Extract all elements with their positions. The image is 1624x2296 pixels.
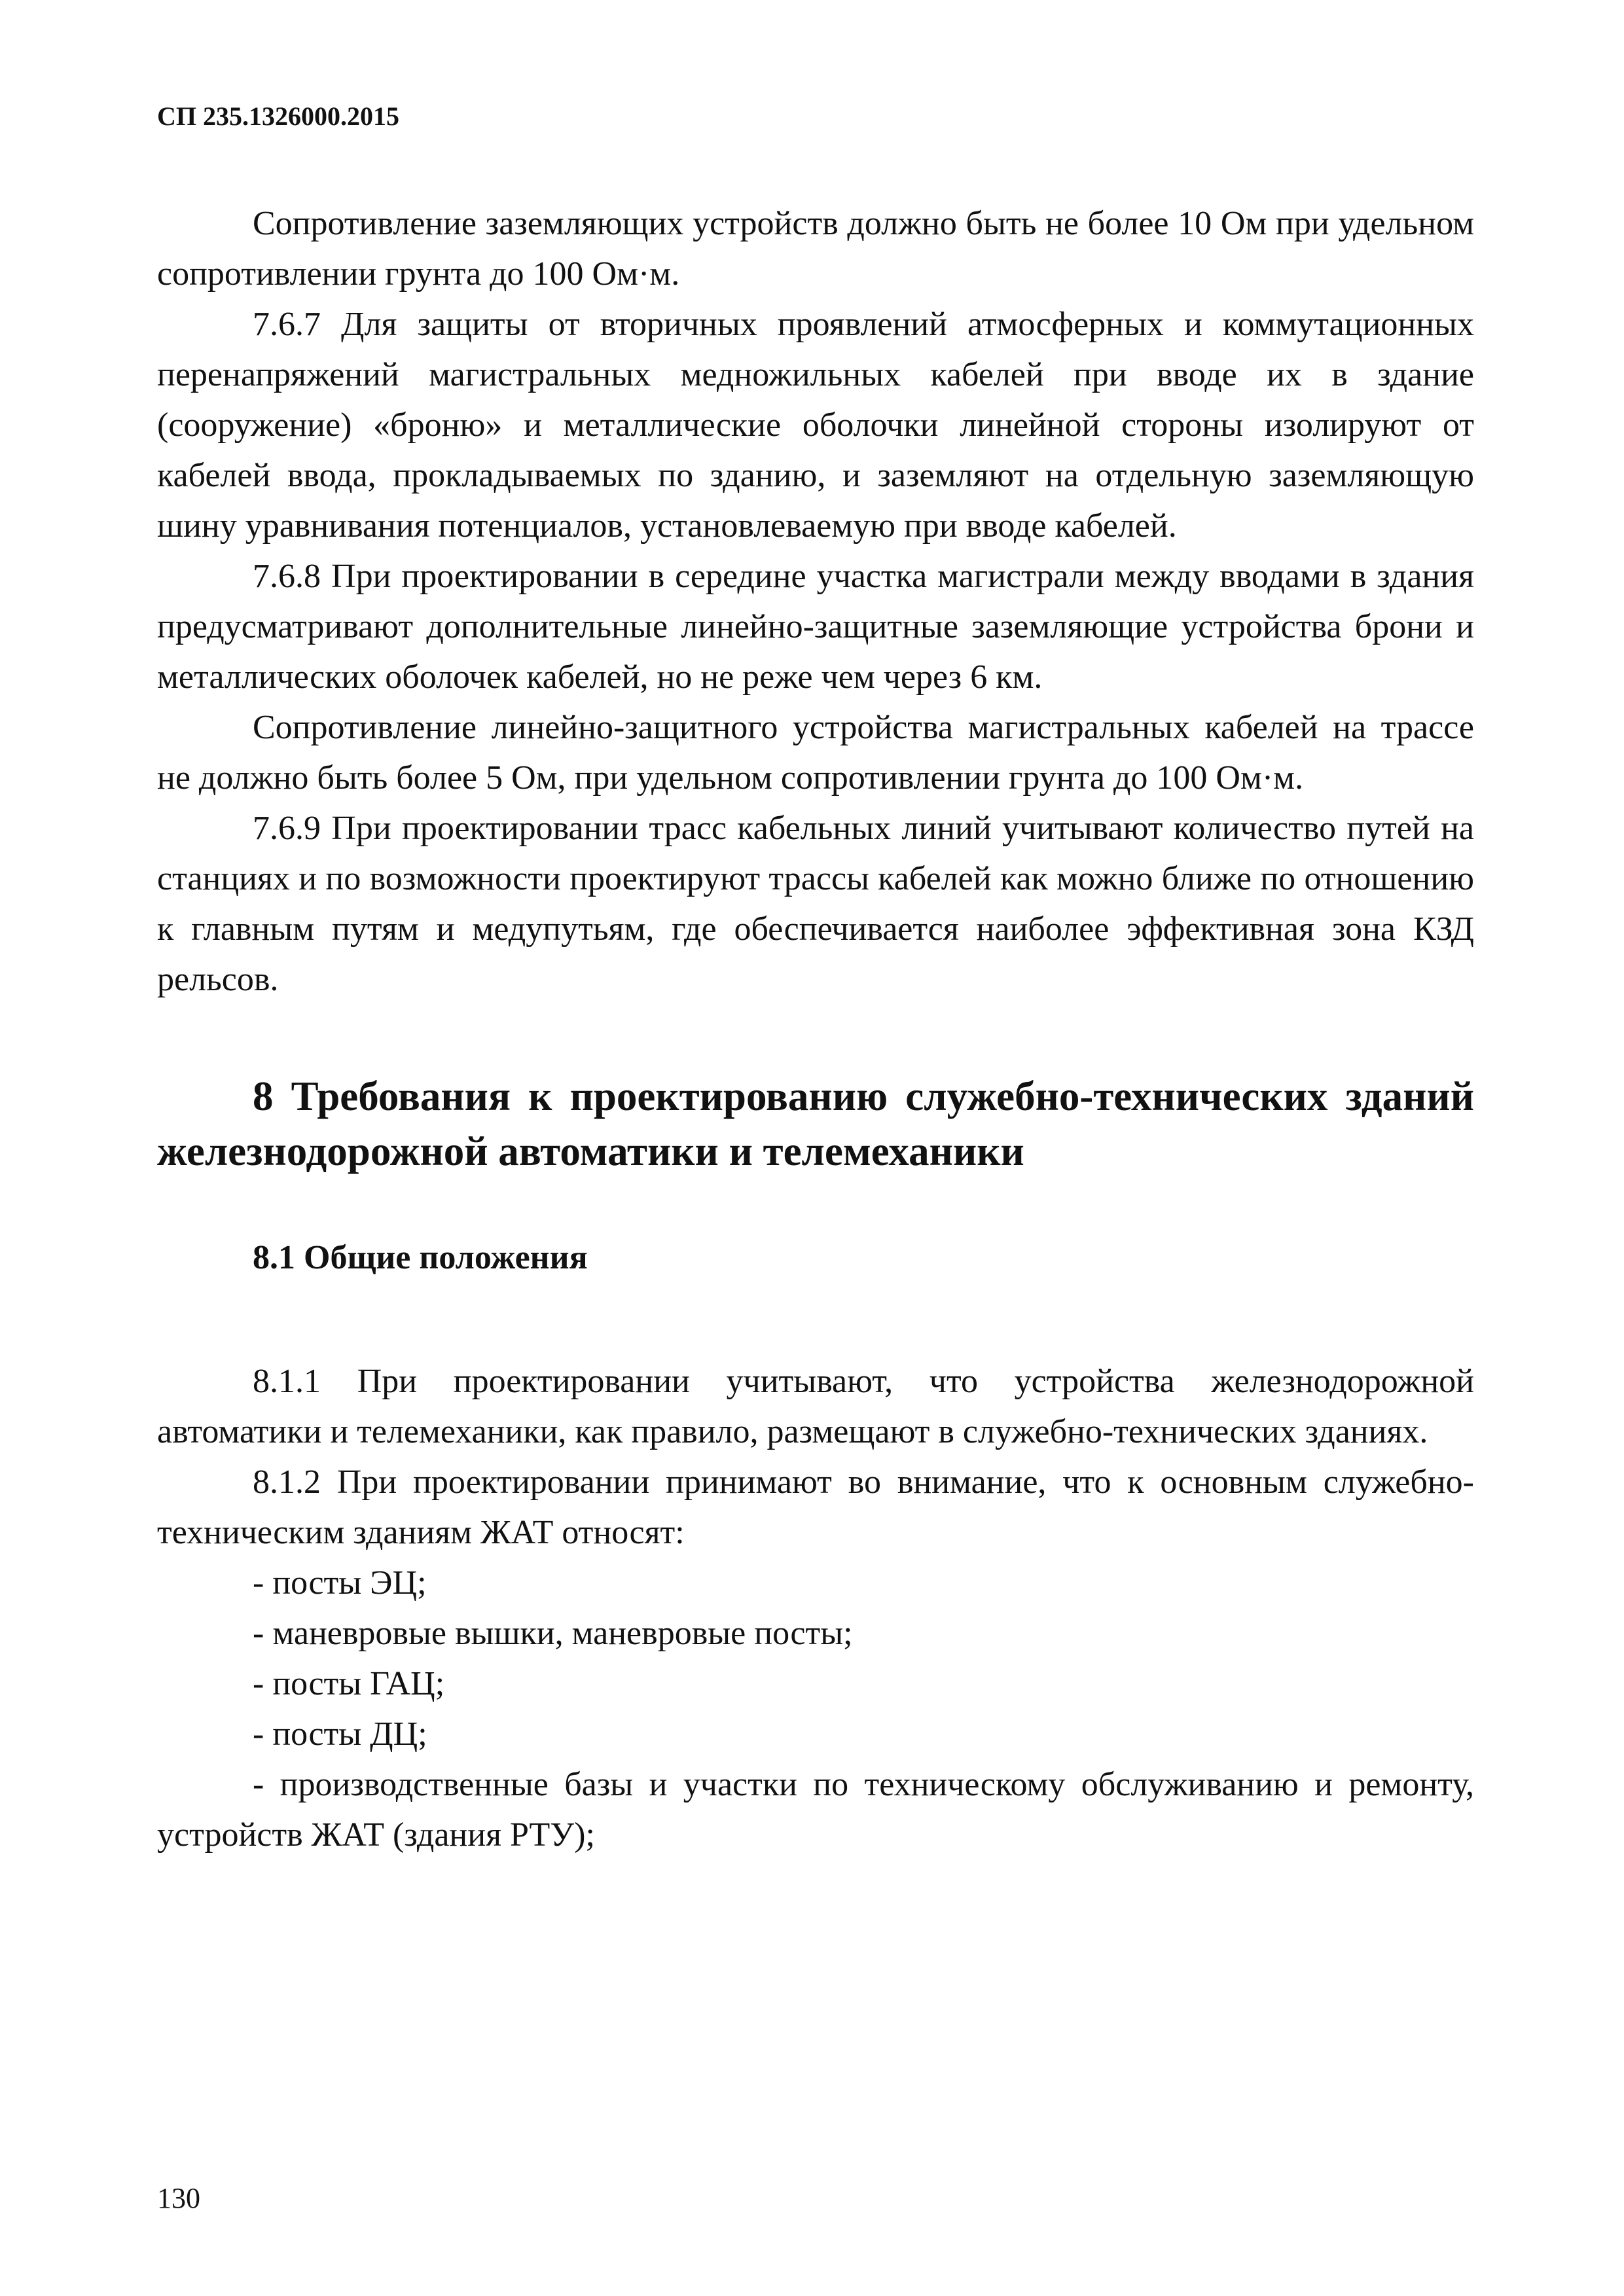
- paragraph-grounding-resistance: Сопротивление заземляющих устройств должно быть не более 10 Ом при удельном сопротивлении грунта до 100 Ом·м.: [157, 205, 1474, 293]
- paragraph-8-1-2: 8.1.2 При проектировании принимают во внимание, что к основным служебно-техническим зданиям ЖАТ относят:: [157, 1463, 1474, 1551]
- paragraph-line-protection-resistance: Сопротивление линейно-защитного устройства магистральных кабелей на трассе не должно быть более 5 Ом, при удельном сопротивлении грунта до 100 Ом·м.: [157, 709, 1474, 797]
- subsection-8-1-heading: 8.1 Общие положения: [253, 1239, 588, 1276]
- building-types-list: [157, 1558, 1474, 1860]
- section-8-heading: 8 Требования к проектированию служебно-технических зданий железнодорожной автоматики и телемеханики: [157, 1073, 1474, 1174]
- page-number: 130: [157, 2182, 200, 2214]
- paragraph-7-6-8: 7.6.8 При проектировании в середине участка магистрали между вводами в здания предусматривают дополнительные линейно-защитные заземляющие устройства брони и металлических оболочек кабелей, но не реже чем через 6 км.: [157, 558, 1474, 696]
- list-item: - посты ЭЦ;: [253, 1564, 427, 1602]
- paragraph-7-6-9: 7.6.9 При проектировании трасс кабельных линий учитывают количество путей на станциях и по возможности проектируют трассы кабелей как можно ближе по отношению к главным путям и медупутьям, где обеспечивается наиболее эффективная зона КЗД рельсов.: [157, 810, 1474, 998]
- paragraph-8-1-1: 8.1.1 При проектировании учитывают, что устройства железнодорожной автоматики и телемеханики, как правило, размещают в служебно-технических зданиях.: [157, 1363, 1474, 1450]
- list-item: - посты ГАЦ;: [253, 1665, 445, 1702]
- list-item: - маневровые вышки, маневровые посты;: [253, 1615, 853, 1652]
- list-item: - производственные базы и участки по техническому обслуживанию и ремонту, устройств ЖАТ (здания РТУ);: [157, 1766, 1474, 1854]
- document-code-header: СП 235.1326000.2015: [157, 101, 399, 131]
- list-item: - посты ДЦ;: [253, 1715, 427, 1753]
- body-text: [157, 198, 1474, 1860]
- paragraph-7-6-7: 7.6.7 Для защиты от вторичных проявлений атмосферных и коммутационных перенапряжений магистральных медножильных кабелей при вводе их в здание (сооружение) «броню» и металлические оболочки линейной стороны изолируют от кабелей ввода, прокладываемых по зданию, и заземляют на отдельную заземляющую шину уравнивания потенциалов, установлеваемую при вводе кабелей.: [157, 306, 1474, 545]
